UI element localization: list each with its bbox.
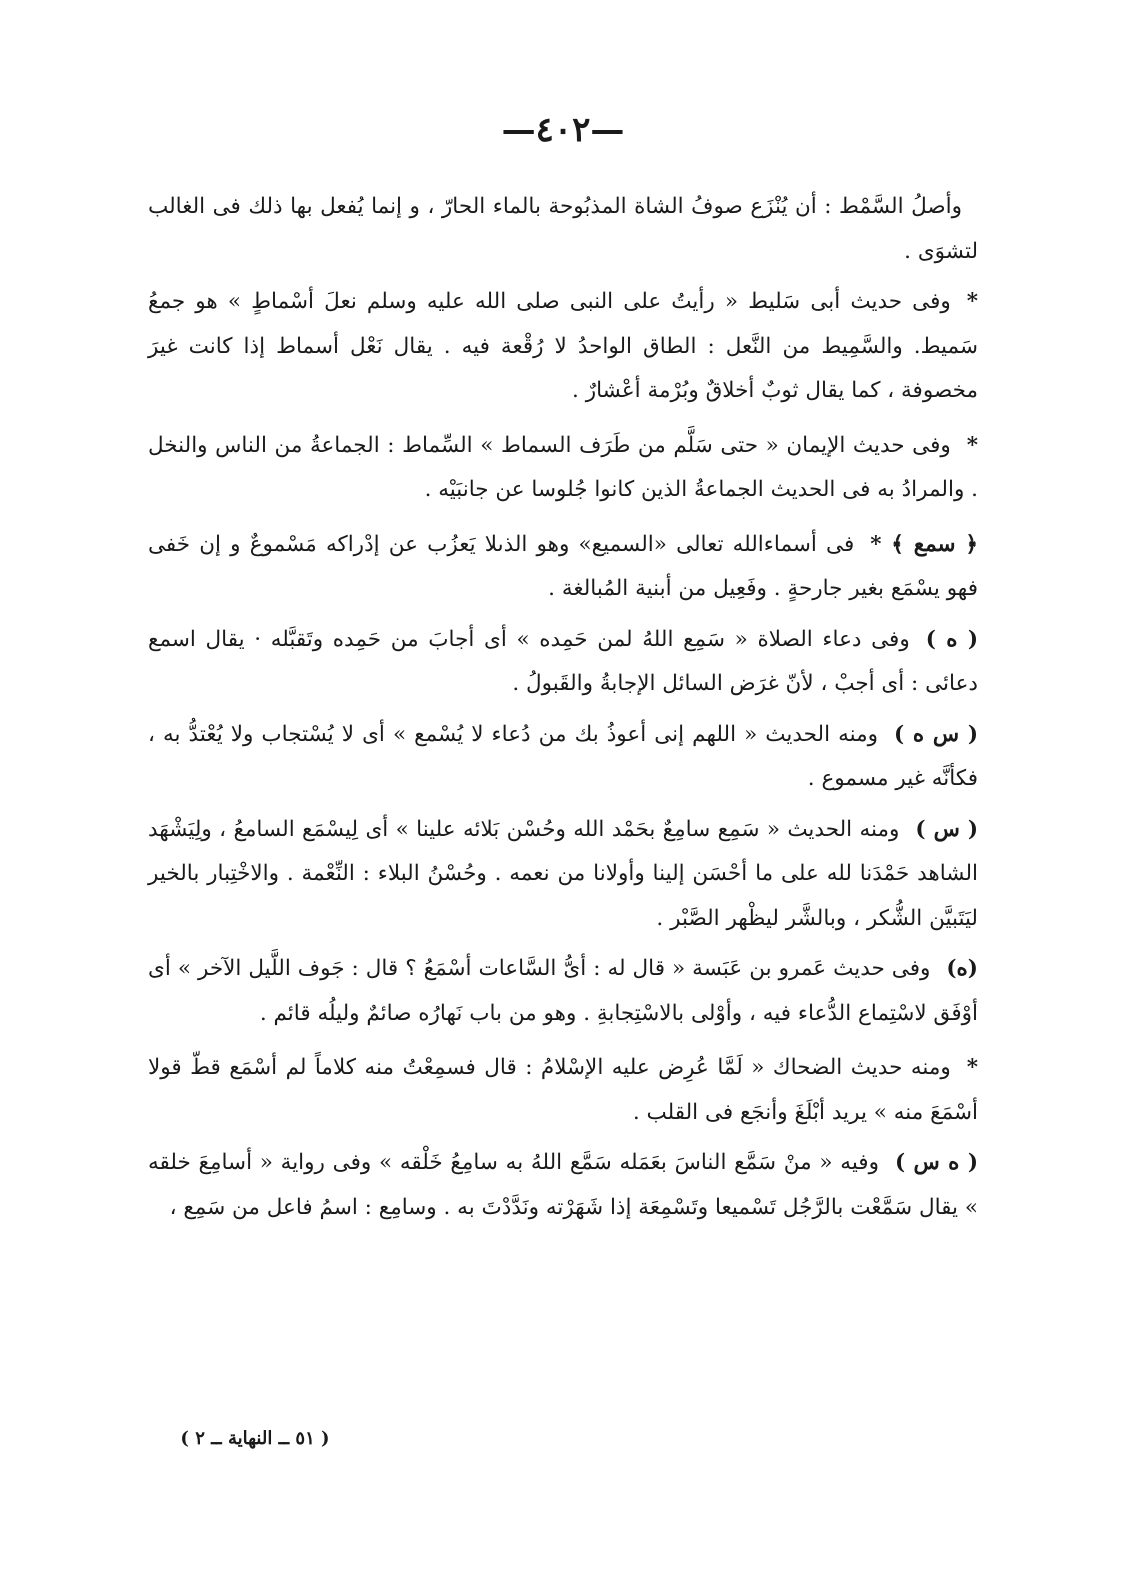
paragraph-text: وفى حديث أبى سَليط « رأيتُ على النبى صلى الله عليه وسلم نعلَ أسْماطٍ » هو جمعُ سَميط. والسَّمِيط من النَّعل : الطاق الواحدُ لا رُقْعة فيه . يقال نَعْل أسماط إذا كانت غيرَ مخصوفة ، كما يقال ثوبٌ أخلاقٌ وبُرْمة أعْشارٌ .	[148, 289, 978, 403]
paragraph	[148, 1141, 978, 1230]
paragraph	[148, 1046, 978, 1135]
paragraph	[148, 713, 978, 802]
paragraph-text: ومنه حديث الضحاك « لَمَّا عُرِض عليه الإسْلامُ : قال فسمِعْتُ منه كلاماً لم أسْمَع قطّ قولا أسْمَعَ منه » يريد أبْلَغَ وأنجَع فى القلب .	[148, 1055, 978, 1125]
paragraph-text: وفى دعاء الصلاة « سَمِع اللهُ لمن حَمِده » أى أجابَ من حَمِده وتَقبَّله · يقال اسمع دعائى : أى أجبْ ، لأنّ غرَض السائل الإجابةُ والقَبولُ .	[148, 626, 978, 696]
paragraph	[148, 808, 978, 942]
body-text	[148, 185, 978, 1236]
paragraph-marker: ( س )	[915, 816, 978, 842]
paragraph-marker: ( ه س )	[894, 1150, 978, 1175]
paragraph-text: وفيه « منْ سَمَّع الناسَ بعَمَله سَمَّع اللهُ به سامِعُ خَلْقه » وفى رواية « أسامِعَ خلقه » يقال سَمَّعْت بالرَّجُل تَسْميعا وتَسْمِعَة إذا شَهَرْته ونَدَّدْتَ به . وسامِع : اسمُ فاعل من سَمِع ،	[148, 1150, 978, 1220]
paragraph	[148, 185, 978, 274]
paragraph-marker: ( س ه )	[894, 721, 978, 747]
paragraph-text: ومنه الحديث « سَمِع سامِعٌ بحَمْد الله وحُسْن بَلائه علينا » أى لِيسْمَع السامعُ ، ولِيَشْهَد الشاهد حَمْدَنا لله على ما أحْسَن إلينا وأولانا من نعمه . وحُسْنُ البلاء : النِّعْمة . والاخْتِبار بالخير ليَتَبيَّن الشُّكر ، وبالشَّر ليظْهر الصَّبْر .	[148, 816, 978, 931]
paragraph-text: وفى حديث عَمرو بن عَبَسة « قال له : أىُّ السَّاعات أسْمَعُ ؟ قال : جَوف اللَّيل الآخر » أى أوْفَق لاسْتِماع الدُّعاء فيه ، وأوْلى بالاسْتِجابةِ . وهو من باب نَهارُه صائمٌ وليلُه قائم .	[148, 956, 978, 1026]
paragraph	[148, 523, 978, 612]
page-number: —٤٠٢—	[501, 110, 625, 150]
paragraph-text: فى أسماءالله تعالى «السميع» وهو الذىلا يَعزُب عن إدْراكه مَسْموعٌ و إن خَفى فهو يسْمَع بغير جارحةٍ . وفَعِيل من أبنية المُبالغة .	[148, 531, 978, 601]
page-footer: ( ٥١ ــ النهاية ــ ٢ )	[180, 1428, 330, 1449]
paragraph-text: ومنه الحديث « اللهم إنى أعوذُ بك من دُعاء لا يُسْمع » أى لا يُسْتجاب ولا يُعْتدُّ به ، فكأنَّه غير مسموع .	[148, 721, 978, 791]
paragraph	[148, 280, 978, 414]
paragraph-marker: *	[966, 289, 978, 314]
paragraph	[148, 947, 978, 1036]
entry-heading-marker: ﴿ سمع ﴾ *	[870, 531, 978, 557]
paragraph-text: وأصلُ السَّمْط : أن يُنْزَع صوفُ الشاة المذبُوحة بالماء الحارّ ، و إنما يُفعل بها ذلك فى الغالب لتشوَى .	[148, 194, 978, 264]
paragraph-marker: *	[966, 432, 978, 458]
paragraph-text: وفى حديث الإيمان « حتى سَلَّم من طَرَف السماط » السِّماط : الجماعةُ من الناس والنخل . والمرادُ به فى الحديث الجماعةُ الذين كانوا جُلوسا عن جانبَيْه .	[148, 432, 978, 502]
paragraph	[148, 618, 978, 707]
paragraph	[148, 424, 978, 513]
paragraph-marker: ( ه )	[925, 626, 978, 652]
paragraph-marker: (ه)	[946, 956, 978, 981]
paragraph-marker: *	[966, 1055, 978, 1080]
